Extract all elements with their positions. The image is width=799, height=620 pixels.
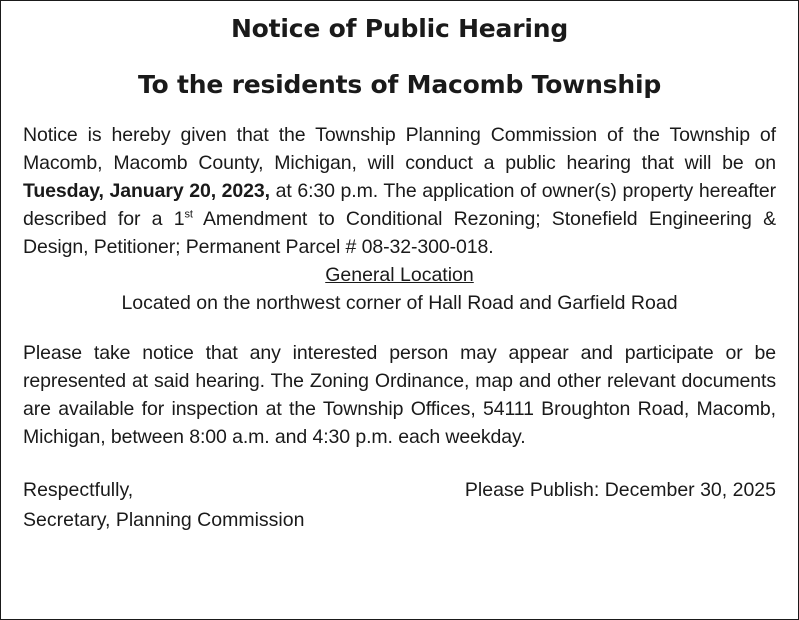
intro-text-part3: Amendment to Conditional Rezoning; Stonefield Engineering & Design, Petitioner; Permanent Parcel # 08-32-300-018. [23, 208, 776, 258]
ordinal-suffix: st [184, 208, 193, 221]
hearing-date: Tuesday, January 20, 2023, [23, 180, 270, 202]
signer-title: Secretary, Planning Commission [23, 509, 305, 531]
invitation-paragraph: Please take notice that any interested person may appear and participate or be represented at said hearing. The Zoning Ordinance, map and other relevant documents are available for inspection at the Township Offices, 54111 Broughton Road, Macomb, Michigan, between 8:00 a.m. and 4:30 p.m. each weekday. [23, 342, 776, 448]
closing-text: Respectfully, [23, 479, 134, 501]
intro-text-part2: at 6:30 p.m. The application of owner(s) property hereafter described for a 1 [23, 180, 776, 230]
intro-paragraph [23, 121, 776, 261]
notice-title: Notice of Public Hearing [230, 14, 569, 43]
publish-date: Please Publish: December 30, 2025 [464, 479, 776, 501]
publish-block [465, 475, 776, 535]
notice-subtitle: To the residents of Macomb Township [137, 70, 662, 99]
signature-row [23, 475, 776, 535]
location-heading: General Location [325, 264, 474, 286]
signature-block [23, 475, 304, 535]
intro-text-part1: Notice is hereby given that the Township Planning Commission of the Township of Macomb, Macomb County, Michigan, will conduct a public hearing that will be on [23, 124, 776, 174]
location-text: Located on the northwest corner of Hall Road and Garfield Road [121, 292, 678, 314]
